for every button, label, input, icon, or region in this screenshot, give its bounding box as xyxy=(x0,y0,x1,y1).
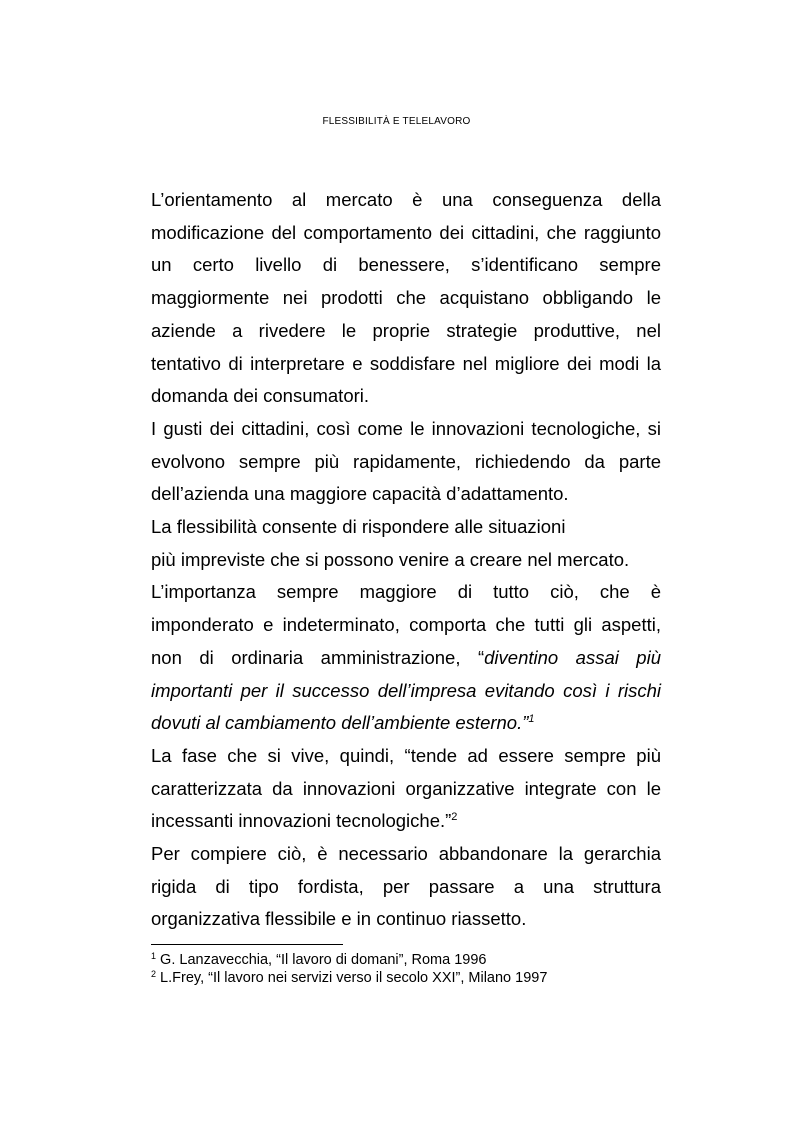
footnote-separator xyxy=(151,944,343,945)
footnote-number: 2 xyxy=(151,969,157,979)
text-line: Per compiere ciò, è necessario abbandonare la gerarchia xyxy=(151,843,661,865)
text-line: L’orientamento al mercato è una conseguenza della xyxy=(151,189,661,210)
text-line: più impreviste che si possono venire a creare nel mercato. xyxy=(151,548,630,570)
text-line: La fase che si vive, quindi, “tende ad essere sempre più xyxy=(151,744,661,766)
footnote xyxy=(151,969,671,987)
body-text xyxy=(151,184,661,936)
footnote-ref: 2 xyxy=(451,811,458,824)
text-line: domanda dei consumatori. xyxy=(151,385,370,407)
running-header: FLESSIBILITÀ E TELELAVORO xyxy=(322,116,471,127)
text-line: L’importanza sempre maggiore di tutto ciò, che è xyxy=(151,581,661,603)
footnote-text: G. Lanzavecchia, “Il lavoro di domani”, Roma 1996 xyxy=(160,952,487,968)
text-line xyxy=(151,642,661,675)
text-line: un certo livello di benessere, s’identificano sempre xyxy=(151,254,661,276)
text-span: incessanti innovazioni tecnologiche.” xyxy=(151,810,452,832)
footnote xyxy=(151,951,671,969)
text-line: aziende a rivedere le proprie strategie produttive, nel xyxy=(151,319,661,341)
text-line: I gusti dei cittadini, così come le innovazioni tecnologiche, si xyxy=(151,417,661,439)
footnote-number: 1 xyxy=(151,951,157,961)
text-span: non di ordinaria amministrazione, “ xyxy=(151,646,485,668)
text-line: caratterizzata da innovazioni organizzative integrate con le xyxy=(151,777,661,799)
text-line: tentativo di interpretare e soddisfare nel migliore dei modi la xyxy=(151,352,661,374)
quote-italic-line: importanti per il successo dell’impresa evitando così i rischi xyxy=(151,679,661,701)
quote-italic: dovuti al cambiamento dell’ambiente esterno.” xyxy=(151,712,529,734)
text-line: imponderato e indeterminato, comporta che tutti gli aspetti, xyxy=(151,614,661,636)
text-line: La flessibilità consente di rispondere alle situazioni xyxy=(151,516,566,538)
text-line xyxy=(151,707,661,740)
footnotes xyxy=(151,951,671,987)
footnote-text: L.Frey, “Il lavoro nei servizi verso il secolo XXI”, Milano 1997 xyxy=(160,970,548,986)
text-line: evolvono sempre più rapidamente, richiedendo da parte xyxy=(151,450,661,472)
text-line xyxy=(151,805,661,838)
text-line: maggiormente nei prodotti che acquistano obbligando le xyxy=(151,287,661,309)
text-line: dell’azienda una maggiore capacità d’adattamento. xyxy=(151,483,569,505)
text-line: modificazione del comportamento dei cittadini, che raggiunto xyxy=(151,221,661,243)
footnote-ref: 1 xyxy=(528,713,535,726)
text-line: organizzativa flessibile e in continuo riassetto. xyxy=(151,908,527,930)
text-line: rigida di tipo fordista, per passare a una struttura xyxy=(151,875,661,897)
quote-italic: diventino assai più xyxy=(484,646,661,668)
